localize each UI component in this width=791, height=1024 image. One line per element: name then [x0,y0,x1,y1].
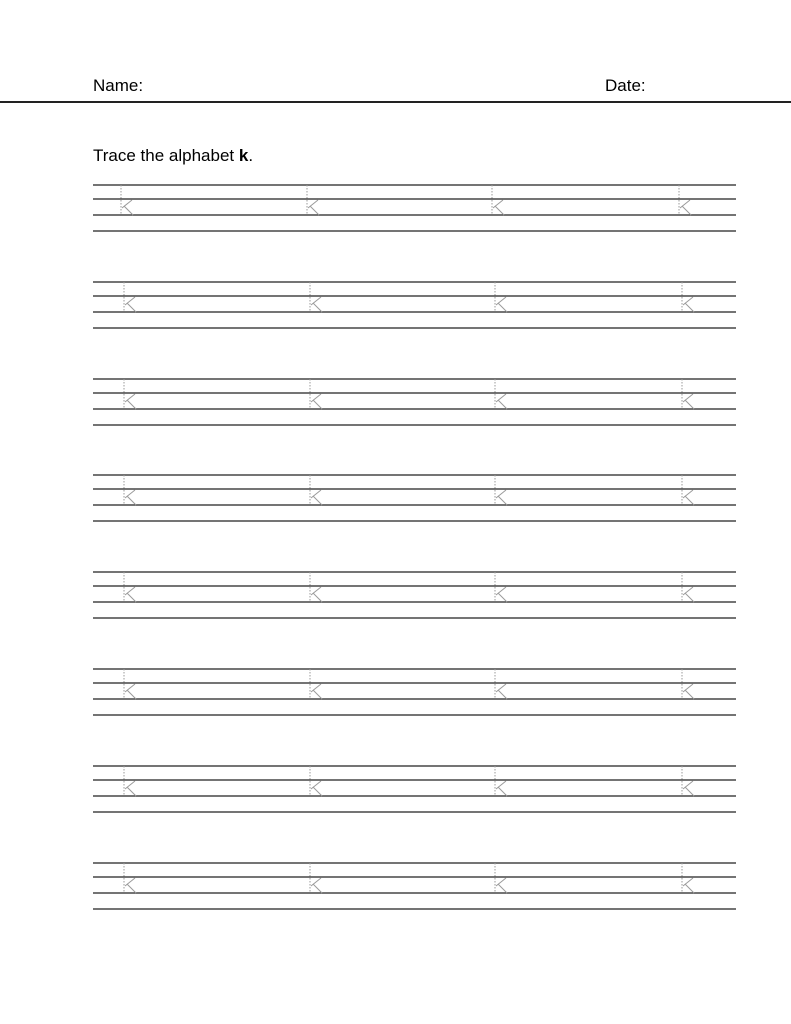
practice-row [93,669,736,715]
trace-stroke [685,787,694,796]
trace-stroke [313,400,322,409]
trace-letter-k[interactable] [492,185,504,215]
trace-stroke [496,394,506,402]
trace-stroke [311,684,321,692]
trace-stroke [313,593,322,602]
trace-stroke [125,394,135,402]
trace-stroke [685,303,694,312]
trace-stroke [685,884,694,893]
trace-stroke [683,684,693,692]
trace-stroke [498,400,507,409]
trace-stroke [311,490,321,498]
trace-stroke [125,878,135,886]
trace-stroke [311,878,321,886]
trace-stroke [125,297,135,305]
trace-stroke [496,878,506,886]
trace-letter-k[interactable] [682,669,694,699]
trace-stroke [496,490,506,498]
instruction-letter: k [238,146,249,165]
trace-letter-k[interactable] [124,475,136,505]
trace-stroke [125,490,135,498]
trace-stroke [127,496,136,505]
date-label: Date: [605,76,646,95]
trace-stroke [313,690,322,699]
trace-letter-k[interactable] [682,475,694,505]
trace-stroke [127,884,136,893]
trace-stroke [496,781,506,789]
trace-letter-k[interactable] [310,863,322,893]
trace-letter-k[interactable] [124,572,136,602]
trace-stroke [127,690,136,699]
trace-letter-k[interactable] [679,185,691,215]
trace-stroke [685,593,694,602]
trace-letter-k[interactable] [495,863,507,893]
trace-stroke [313,884,322,893]
trace-letter-k[interactable] [682,863,694,893]
practice-row [93,379,736,425]
practice-row [93,475,736,521]
trace-letter-k[interactable] [495,282,507,312]
instruction-suffix: . [248,146,254,165]
trace-letter-k[interactable] [307,185,319,215]
trace-stroke [685,496,694,505]
trace-stroke [498,496,507,505]
trace-stroke [498,884,507,893]
trace-letter-k[interactable] [495,669,507,699]
trace-stroke [127,593,136,602]
trace-stroke [683,781,693,789]
trace-stroke [124,206,133,215]
trace-letter-k[interactable] [310,572,322,602]
trace-stroke [313,787,322,796]
trace-stroke [685,400,694,409]
trace-letter-k[interactable] [310,379,322,409]
trace-stroke [308,200,318,208]
trace-stroke [496,587,506,595]
trace-stroke [498,690,507,699]
practice-row [93,572,736,618]
practice-row [93,863,736,909]
trace-letter-k[interactable] [682,572,694,602]
trace-letter-k[interactable] [682,379,694,409]
practice-row [93,282,736,328]
trace-stroke [683,878,693,886]
practice-row [93,766,736,812]
trace-letter-k[interactable] [310,766,322,796]
trace-letter-k[interactable] [310,282,322,312]
trace-stroke [127,303,136,312]
trace-stroke [122,200,132,208]
trace-stroke [683,394,693,402]
trace-stroke [125,684,135,692]
trace-stroke [311,297,321,305]
trace-stroke [311,587,321,595]
trace-stroke [311,394,321,402]
trace-letter-k[interactable] [495,475,507,505]
trace-letter-k[interactable] [495,766,507,796]
trace-letter-k[interactable] [682,282,694,312]
trace-stroke [311,781,321,789]
trace-letter-k[interactable] [682,766,694,796]
trace-stroke [680,200,690,208]
trace-stroke [685,690,694,699]
trace-letter-k[interactable] [310,475,322,505]
trace-stroke [498,787,507,796]
practice-row [93,185,736,231]
trace-letter-k[interactable] [495,572,507,602]
trace-letter-k[interactable] [124,766,136,796]
trace-stroke [493,200,503,208]
trace-stroke [495,206,504,215]
trace-stroke [496,684,506,692]
trace-stroke [683,297,693,305]
instruction-prefix: Trace the alphabet [93,146,239,165]
trace-stroke [496,297,506,305]
trace-stroke [125,781,135,789]
trace-stroke [313,496,322,505]
trace-letter-k[interactable] [495,379,507,409]
trace-stroke [127,787,136,796]
trace-stroke [313,303,322,312]
trace-stroke [498,303,507,312]
trace-letter-k[interactable] [310,669,322,699]
trace-stroke [498,593,507,602]
trace-letter-k[interactable] [124,863,136,893]
trace-letter-k[interactable] [124,379,136,409]
trace-letter-k[interactable] [124,282,136,312]
trace-stroke [125,587,135,595]
trace-stroke [682,206,691,215]
trace-stroke [310,206,319,215]
name-label: Name: [93,76,144,95]
trace-stroke [127,400,136,409]
trace-stroke [683,490,693,498]
trace-letter-k[interactable] [124,669,136,699]
trace-letter-k[interactable] [121,185,133,215]
trace-stroke [683,587,693,595]
